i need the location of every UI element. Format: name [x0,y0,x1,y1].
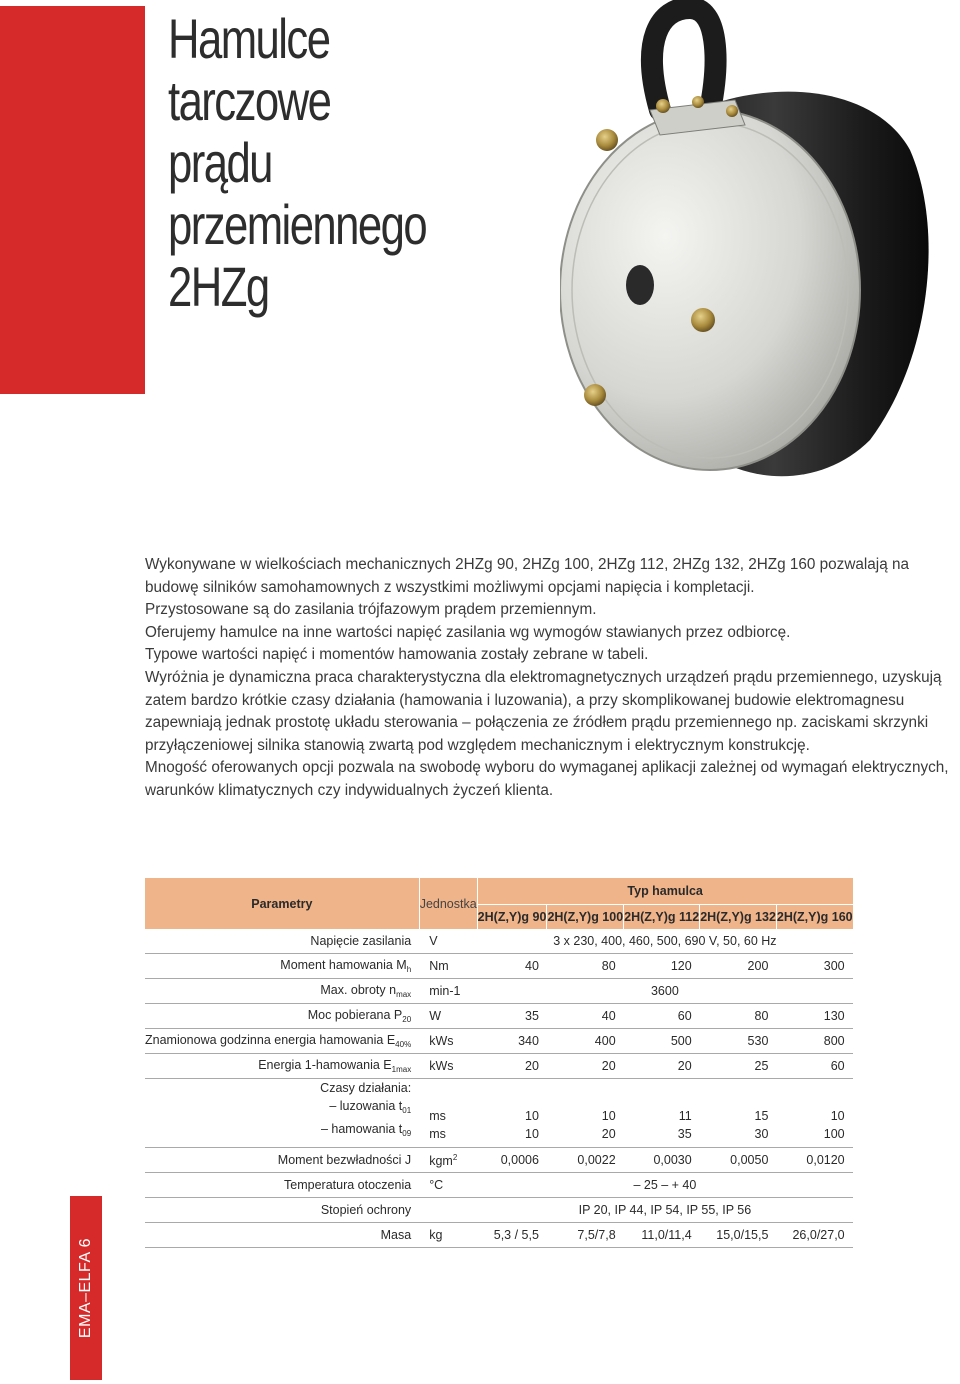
cell-value: 530 [700,1029,777,1054]
table-row-energy-1 [145,1054,853,1079]
row-label: Moment bezwładności J [145,1148,419,1173]
cell-value: 20 [547,1054,624,1079]
header-model: 2H(Z,Y)g 132 [700,905,777,930]
times-brake-label: – hamowania $t_{09}$ [320,1122,412,1138]
spec-table [145,878,853,1248]
title-line: tarczowe [168,69,331,132]
header-model: 2H(Z,Y)g 100 [547,905,624,930]
times-release-label: – luzowania $t_{01}$ [329,1099,412,1115]
cell-value: 11 35 [624,1079,700,1148]
cell-value: 120 [624,954,700,979]
cell-value: 400 [547,1029,624,1054]
table-row-temperature [145,1173,853,1198]
row-unit: kWs [419,1029,477,1054]
cell-value: 340 [477,1029,547,1054]
row-unit: V [419,929,477,954]
row-value: – 25 – + 40 [477,1173,852,1198]
cell-value: 0,0120 [776,1148,852,1173]
row-unit: W [419,1004,477,1029]
row-label: Energia 1-hamowania $E_{1max}$ [145,1054,419,1079]
cell-value: 0,0030 [624,1148,700,1173]
table-row-speed [145,979,853,1004]
cell-value: 20 [624,1054,700,1079]
table-row-energy-40 [145,1029,853,1054]
cell-value: 0,0050 [700,1148,777,1173]
page-title [168,8,433,318]
title-line: prądu [168,131,272,194]
cell-value: 500 [624,1029,700,1054]
description-paragraph: Wykonywane w wielkościach mechanicznych 2HZg 90, 2HZg 100, 2HZg 112, 2HZg 132, 2HZg 160 pozwalają na budowę silników samohamownych z wszystkimi możliwymi opcjami napięcia i kompletacji. [145,556,909,596]
row-unit: kg [419,1223,477,1248]
cell-value: 40 [477,954,547,979]
row-label: Moment hamowania $M_h$ [145,954,419,979]
cell-value: 0,0022 [547,1148,624,1173]
row-label: Max. obroty $n_{max}$ [145,979,419,1004]
cell-value: 60 [776,1054,852,1079]
cell-value: 80 [547,954,624,979]
row-unit: ms ms [419,1079,477,1148]
row-unit: kWs [419,1054,477,1079]
row-unit: Nm [419,954,477,979]
row-label [145,1079,419,1148]
table-row-power [145,1004,853,1029]
cell-value: 300 [776,954,852,979]
cell-value: 800 [776,1029,852,1054]
disc-brake-photo [560,0,960,500]
cell-value: 200 [700,954,777,979]
times-heading: Czasy działania: [320,1081,412,1095]
header-parameters: Parametry [145,878,419,929]
cell-value: 11,0/11,4 [624,1223,700,1248]
description-paragraph: Oferujemy hamulce na inne wartości napięć zasilania wg wymogów stawianych przez odbiorcę. [145,623,791,641]
table-row-times [145,1079,853,1148]
title-line: przemiennego [168,193,427,256]
row-label: Temperatura otoczenia [145,1173,419,1198]
description [145,554,950,803]
page-footer-tab [70,1196,102,1380]
cell-value: 26,0/27,0 [776,1223,852,1248]
header-model: 2H(Z,Y)g 160 [776,905,852,930]
cell-value: 130 [776,1004,852,1029]
cell-value: 35 [477,1004,547,1029]
table-row-torque [145,954,853,979]
row-value: 3 x 230, 400, 460, 500, 690 V, 50, 60 Hz [477,929,852,954]
cell-value: 5,3 / 5,5 [477,1223,547,1248]
title-line: Hamulce [168,7,330,70]
header-model: 2H(Z,Y)g 90 [477,905,547,930]
cell-value: 15,0/15,5 [700,1223,777,1248]
cell-value: 25 [700,1054,777,1079]
row-unit [419,1198,477,1223]
row-unit: min-1 [419,979,477,1004]
table-row-mass [145,1223,853,1248]
header-unit: Jednostka [419,878,477,929]
cell-value: 0,0006 [477,1148,547,1173]
cell-value: 80 [700,1004,777,1029]
row-label: Masa [145,1223,419,1248]
row-label: Napięcie zasilania [145,929,419,954]
header-brake-type: Typ hamulca [477,878,852,905]
row-value: 3600 [477,979,852,1004]
cell-value: 20 [477,1054,547,1079]
row-unit: °C [419,1173,477,1198]
red-accent-band [0,6,145,394]
row-label: Znamionowa godzinna energia hamowania $E_{40\%}$ [145,1029,419,1054]
cell-value: 7,5/7,8 [547,1223,624,1248]
header-model: 2H(Z,Y)g 112 [624,905,700,930]
table-row-protection [145,1198,853,1223]
description-paragraph: Typowe wartości napięć i momentów hamowania zostały zebrane w tabeli. [145,646,649,664]
cell-value: 60 [624,1004,700,1029]
row-value: IP 20, IP 44, IP 54, IP 55, IP 56 [477,1198,852,1223]
table-row-inertia [145,1148,853,1173]
row-label: Moc pobierana $P_{20}$ [145,1004,419,1029]
description-paragraph: Mnogość oferowanych opcji pozwala na swobodę wyboru do wymaganej aplikacji zależnej od wymagań elektrycznych, warunków klimatycznych czy indywidualnych życzeń klienta. [145,759,949,799]
spec-table-wrapper [145,878,853,1248]
description-paragraph: Wyróżnia je dynamiczna praca charakterystyczna dla elektromagnetycznych urządzeń prądu przemiennego, uzyskują zatem bardzo krótkie czasy działania (hamowania i luzowania), a przy skomplikowanej budowie elektromagnesu zapewniają jednak prostotę układu sterowania – połączenia ze źródłem prądu przemiennego np. zaciskami skrzynki przyłączeniowej silnika stanowią zwartą pod względem mechanicznym i elektrycznym konstrukcję. [145,668,942,754]
cell-value: 40 [547,1004,624,1029]
cell-value: 10 100 [776,1079,852,1148]
description-paragraph: Przystosowane są do zasilania trójfazowym prądem przemiennym. [145,601,597,619]
table-row-voltage [145,929,853,954]
page-footer-label: EMA–ELFA 6 [77,1237,94,1339]
title-line: 2HZg [168,255,269,318]
row-unit: kgm$^2$ [419,1148,477,1173]
row-label: Stopień ochrony [145,1198,419,1223]
cell-value: 10 10 [477,1079,547,1148]
cell-value: 10 20 [547,1079,624,1148]
cell-value: 15 30 [700,1079,777,1148]
